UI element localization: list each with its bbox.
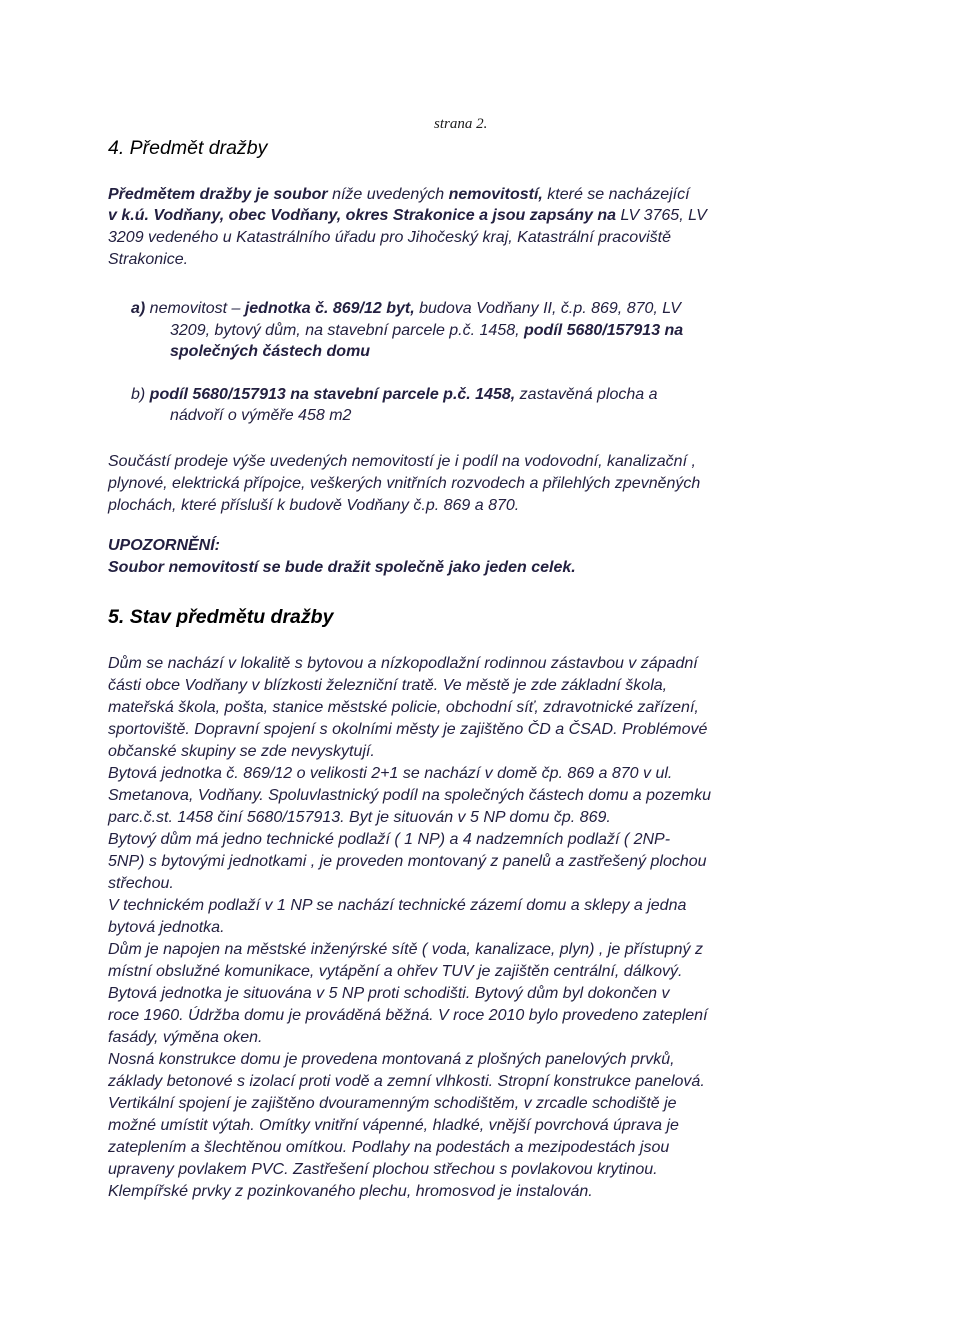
intro-lv: LV 3765, LV xyxy=(616,207,707,224)
body-line: možné umístit výtah. Omítky vnitřní vápenné, hladké, vnější povrchová úprava je xyxy=(108,1117,679,1134)
item-a-marker: a) xyxy=(131,300,150,317)
item-a-line-1 xyxy=(131,299,681,318)
body-line: místní obslužné komunikace, vytápění a ohřev TUV je zajištěn centrální, dálkový. xyxy=(108,963,683,980)
item-a-text: nemovitost – xyxy=(149,300,245,317)
warning-title: UPOZORNĚNÍ: xyxy=(108,537,220,554)
body-line: základy betonové s izolací proti vodě a zemní vlhkosti. Stropní konstrukce panelová. xyxy=(108,1073,705,1090)
section-5-title: Stav předmětu dražby xyxy=(129,606,334,628)
body-line: 5NP) s bytovými jednotkami , je proveden montovaný z panelů a zastřešený plochou xyxy=(108,853,707,870)
intro-line-4: Strakonice. xyxy=(108,251,189,268)
body-line: Bytový dům má jedno technické podlaží ( 1 NP) a 4 nadzemních podlaží ( 2NP- xyxy=(108,831,671,848)
body-line: roce 1960. Údržba domu je prováděná běžná. V roce 2010 bylo provedeno zateplení xyxy=(108,1007,708,1024)
body-line: mateřská škola, pošta, stanice městské policie, obchodní síť, zdravotnické zařízení, xyxy=(108,699,699,716)
item-b-marker: b) xyxy=(131,386,150,403)
body-line: Dům je napojen na městské inženýrské sítě ( voda, kanalizace, plyn) , je přístupný z xyxy=(108,941,703,958)
intro-line-1 xyxy=(108,185,690,204)
section-4-heading: 4. Předmět dražby xyxy=(108,137,268,159)
item-a-line-3: společných částech domu xyxy=(170,343,371,360)
body-line: zateplením a šlechtěnou omítkou. Podlahy na podestách a mezipodestách jsou xyxy=(108,1139,670,1156)
body-line: Dům se nachází v lokalitě s bytovou a nízkopodlažní rodinnou zástavbou v západní xyxy=(108,655,698,672)
body-line: parc.č.st. 1458 činí 5680/157913. Byt je situován v 5 NP domu čp. 869. xyxy=(108,809,611,826)
section-5-number: 5. xyxy=(108,606,130,628)
intro-line-2 xyxy=(108,206,707,225)
intro-subject: Předmětem dražby je soubor xyxy=(108,186,333,203)
body-line: občanské skupiny se zde nevyskytují. xyxy=(108,743,375,760)
body-line: Vertikální spojení je zajištěno dvouramenným schodištěm, v zrcadle schodiště je xyxy=(108,1095,677,1112)
body-line: fasády, výměna oken. xyxy=(108,1029,263,1046)
body-line: Klempířské prvky z pozinkovaného plechu, hromosvod je instalován. xyxy=(108,1183,593,1200)
intro-property: nemovitostí, xyxy=(448,186,543,203)
item-a-line-2 xyxy=(170,321,683,340)
body-line: Bytová jednotka č. 869/12 o velikosti 2+1 se nachází v domě čp. 869 a 870 v ul. xyxy=(108,765,673,782)
item-a-share: podíl 5680/157913 na xyxy=(524,322,684,339)
body-line: Bytová jednotka je situována v 5 NP proti schodišti. Bytový dům byl dokončen v xyxy=(108,985,670,1002)
soucasti-line-1: Součástí prodeje výše uvedených nemovitostí je i podíl na vodovodní, kanalizační , xyxy=(108,453,696,470)
warning-text: Soubor nemovitostí se bude dražit společně jako jeden celek. xyxy=(108,559,576,576)
soucasti-line-3: plochách, které přísluší k budově Vodňany č.p. 869 a 870. xyxy=(108,497,520,514)
item-a-unit: jednotka č. 869/12 byt, xyxy=(244,300,415,317)
intro-location: v k.ú. Vodňany, obec Vodňany, okres Strakonice a jsou zapsány na xyxy=(108,207,617,224)
body-line: upraveny povlakem PVC. Zastřešení plochou střechou s povlakovou krytinou. xyxy=(108,1161,658,1178)
item-b-line-2: nádvoří o výměře 458 m2 xyxy=(170,407,352,424)
item-a-building: budova Vodňany II, č.p. 869, 870, LV xyxy=(414,300,681,317)
item-b-area: zastavěná plocha a xyxy=(515,386,658,403)
intro-line-3: 3209 vedeného u Katastrálního úřadu pro Jihočeský kraj, Katastrální pracoviště xyxy=(108,229,671,246)
intro-text: níže uvedených xyxy=(332,186,449,203)
intro-text-2: které se nacházející xyxy=(542,186,690,203)
body-line: Nosná konstrukce domu je provedena montovaná z plošných panelových prvků, xyxy=(108,1051,675,1068)
body-line: střechou. xyxy=(108,875,174,892)
item-b-share: podíl 5680/157913 na stavební parcele p.č. 1458, xyxy=(149,386,516,403)
body-line: Smetanova, Vodňany. Spoluvlastnický podíl na společných částech domu a pozemku xyxy=(108,787,712,804)
body-line: sportoviště. Dopravní spojení s okolními městy je zajištěno ČD a ČSAD. Problémové xyxy=(108,721,708,738)
section-5-heading xyxy=(108,606,333,629)
body-line: V technickém podlaží v 1 NP se nachází technické zázemí domu a sklepy a jedna xyxy=(108,897,687,914)
body-line: části obce Vodňany v blízkosti železniční tratě. Ve městě je zde základní škola, xyxy=(108,677,668,694)
page-number: strana 2. xyxy=(434,116,488,132)
item-a-parcel: 3209, bytový dům, na stavební parcele p.č. 1458, xyxy=(170,322,524,339)
item-b-line-1 xyxy=(131,385,658,404)
body-line: bytová jednotka. xyxy=(108,919,225,936)
soucasti-line-2: plynové, elektrická přípojce, veškerých vnitřních rozvodech a přilehlých zpevněných xyxy=(108,475,701,492)
